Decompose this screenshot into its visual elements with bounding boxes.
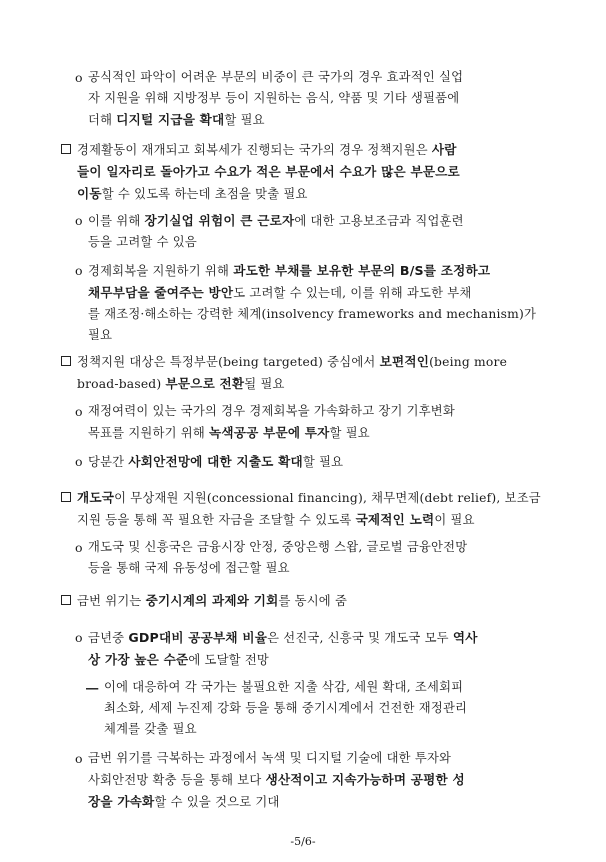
bold-emphasis: 장을 가속화 — [88, 794, 155, 809]
text-line — [104, 698, 546, 719]
paragraph — [75, 67, 546, 131]
text-run: 도 고려할 수 있는데, 이를 위해 과도한 부채 — [233, 286, 472, 300]
text-line — [88, 422, 546, 444]
bold-emphasis: 생산적이고 지속가능하며 공평한 성 — [265, 772, 465, 787]
square-bullet-icon — [61, 487, 71, 509]
text-line — [77, 509, 546, 531]
text-line — [77, 373, 546, 395]
dash-bullet-marker: ― — [86, 680, 99, 695]
square-bullet-box — [61, 595, 71, 605]
text-line — [88, 88, 546, 109]
paragraph-text — [104, 677, 546, 740]
text-run: 자 지원을 위해 지방정부 등이 지원하는 음식, 약품 및 기타 생필품에 — [88, 91, 460, 105]
text-line — [88, 210, 546, 232]
text-run: 경제활동이 재개되고 회복세가 진행되는 국가의 경우 정책지원은 — [77, 143, 432, 157]
paragraph — [75, 451, 546, 473]
paragraph-text — [77, 590, 546, 612]
text-line — [88, 401, 546, 422]
text-run: 할 필요 — [302, 455, 344, 469]
text-line — [88, 791, 546, 813]
text-line — [88, 325, 546, 346]
paragraph-text — [88, 260, 546, 346]
paragraph — [75, 537, 546, 579]
text-run: 등을 통해 국제 유동성에 접근할 필요 — [88, 561, 290, 575]
text-line — [88, 109, 546, 131]
circle-bullet-marker: o — [75, 630, 83, 645]
circle-bullet-marker: o — [75, 70, 83, 85]
paragraph — [75, 260, 546, 346]
text-run: 할 필요 — [224, 113, 265, 127]
text-line — [104, 677, 546, 698]
square-bullet-box — [61, 144, 71, 154]
text-line — [88, 769, 546, 791]
paragraph-text — [88, 627, 546, 671]
paragraph-text — [88, 748, 546, 813]
paragraph — [61, 351, 546, 395]
text-line — [88, 627, 546, 649]
text-line — [88, 649, 546, 671]
paragraph-text — [88, 401, 546, 444]
bold-emphasis: 과도한 부채를 보유한 부문의 B/S를 조정하고 — [233, 263, 491, 278]
paragraph-text — [88, 451, 546, 473]
text-line — [77, 139, 546, 161]
bold-emphasis: 들이 일자리로 돌아가고 수요가 적은 부문에서 수요가 많은 부문으로 — [77, 164, 460, 179]
text-run: 더해 — [88, 113, 117, 127]
text-line — [88, 260, 546, 282]
bold-emphasis: GDP대비 공공부채 비율 — [128, 630, 268, 645]
text-run: 사회안전망 확충 등을 통해 보다 — [88, 773, 266, 787]
paragraph-text — [77, 351, 546, 395]
text-run: 당분간 — [88, 455, 129, 469]
bold-emphasis: 개도국 — [77, 490, 115, 505]
text-run: 이 무상재원 지원(concessional financing), 채무면제(debt relief), 보조금 — [114, 491, 541, 505]
text-run: 개도국 및 신흥국은 금융시장 안정, 중앙은행 스왑, 글로벌 금융안전망 — [88, 540, 468, 554]
text-run: 금년중 — [88, 631, 129, 645]
paragraph — [75, 627, 546, 671]
text-run: 금번 위기는 — [77, 594, 146, 608]
text-run: 공식적인 파악이 어려운 부문의 비중이 큰 국가의 경우 효과적인 실업 — [88, 70, 464, 84]
paragraph — [75, 210, 546, 253]
bold-emphasis: 부문으로 전환 — [165, 376, 245, 391]
bold-emphasis: 사람 — [431, 142, 457, 157]
text-run: 지원 등을 통해 꼭 필요한 자금을 조달할 수 있도록 — [77, 513, 356, 527]
text-line — [77, 590, 546, 612]
paragraph-text — [77, 139, 546, 205]
bold-emphasis: 국제적인 노력 — [355, 512, 435, 527]
paragraph — [61, 139, 546, 205]
square-bullet-box — [61, 356, 71, 366]
paragraph — [75, 401, 546, 444]
bold-emphasis: 사회안전망에 대한 지출도 확대 — [128, 454, 303, 469]
text-line — [88, 558, 546, 579]
text-run: 될 필요 — [244, 377, 285, 391]
text-line — [77, 351, 546, 373]
bold-emphasis: 보편적인 — [379, 354, 430, 369]
text-run: 이 필요 — [434, 513, 475, 527]
text-line — [77, 487, 546, 509]
bold-emphasis: 상 가장 높은 수준 — [88, 652, 189, 667]
text-run: (being more — [429, 355, 508, 369]
text-run: 할 수 있도록 하는데 초점을 맞출 필요 — [101, 187, 308, 201]
text-run: 할 수 있을 것으로 기대 — [154, 795, 280, 809]
paragraph — [75, 748, 546, 813]
text-line — [88, 304, 546, 325]
text-line — [88, 67, 546, 88]
text-run: 목표를 지원하기 위해 — [88, 426, 210, 440]
paragraph — [61, 487, 546, 531]
text-line — [88, 748, 546, 769]
bold-emphasis: 중기시계의 과제와 기회 — [145, 593, 279, 608]
text-run: 에 도달할 전망 — [188, 653, 270, 667]
paragraph-text — [88, 537, 546, 579]
text-run: 할 필요 — [329, 426, 370, 440]
square-bullet-icon — [61, 351, 71, 373]
square-bullet-icon — [61, 590, 71, 612]
square-bullet-icon — [61, 139, 71, 161]
text-run: 등을 고려할 수 있음 — [88, 235, 197, 249]
bold-emphasis: 이동 — [77, 186, 102, 201]
text-run: 이에 대응하여 각 국가는 불필요한 지출 삭감, 세원 확대, 조세회피 — [104, 680, 464, 694]
text-line — [104, 719, 546, 740]
text-run: 필요 — [88, 328, 113, 342]
text-line — [88, 282, 546, 304]
text-line — [77, 161, 546, 183]
bold-emphasis: 장기실업 위험이 큰 근로자 — [144, 213, 295, 228]
text-run: 은 선진국, 신흥국 및 개도국 모두 — [267, 631, 453, 645]
text-run: 체계를 갖출 필요 — [104, 722, 197, 736]
bold-emphasis: 역사 — [452, 630, 478, 645]
text-run: 경제회복을 지원하기 위해 — [88, 264, 234, 278]
text-line — [77, 183, 546, 205]
circle-bullet-marker: o — [75, 454, 83, 469]
page-number: -5/6- — [290, 835, 316, 848]
text-run: 에 대한 고용보조금과 직업훈련 — [294, 214, 464, 228]
circle-bullet-marker: o — [75, 263, 83, 278]
text-run: broad-based) — [77, 377, 166, 391]
paragraph — [61, 590, 546, 612]
paragraph-text — [77, 487, 546, 531]
paragraph-text — [88, 210, 546, 253]
paragraph — [86, 677, 546, 740]
text-run: 를 동시에 줌 — [278, 594, 348, 608]
text-run: 최소화, 세제 누진제 강화 등을 통해 중기시계에서 건전한 재정관리 — [104, 701, 468, 715]
text-line — [88, 537, 546, 558]
bold-emphasis: 녹색공공 부문에 투자 — [209, 425, 330, 440]
text-line — [88, 232, 546, 253]
bold-emphasis: 채무부담을 줄여주는 방안 — [88, 285, 234, 300]
square-bullet-box — [61, 492, 71, 502]
circle-bullet-marker: o — [75, 213, 83, 228]
circle-bullet-marker: o — [75, 540, 83, 555]
circle-bullet-marker: o — [75, 404, 83, 419]
text-run: 금번 위기를 극복하는 과정에서 녹색 및 디지털 기술에 대한 투자와 — [88, 751, 452, 765]
paragraph-text — [88, 67, 546, 131]
circle-bullet-marker: o — [75, 751, 83, 766]
text-run: 이를 위해 — [88, 214, 145, 228]
text-run: 를 재조정·해소하는 강력한 체계(insolvency frameworks and mechanism)가 — [88, 307, 537, 321]
text-run: 재정여력이 있는 국가의 경우 경제회복을 가속화하고 장기 기후변화 — [88, 404, 455, 418]
bold-emphasis: 디지털 지급을 확대 — [116, 112, 225, 127]
text-run: 정책지원 대상은 특정부문(being targeted) 중심에서 — [77, 355, 380, 369]
text-line — [88, 451, 546, 473]
